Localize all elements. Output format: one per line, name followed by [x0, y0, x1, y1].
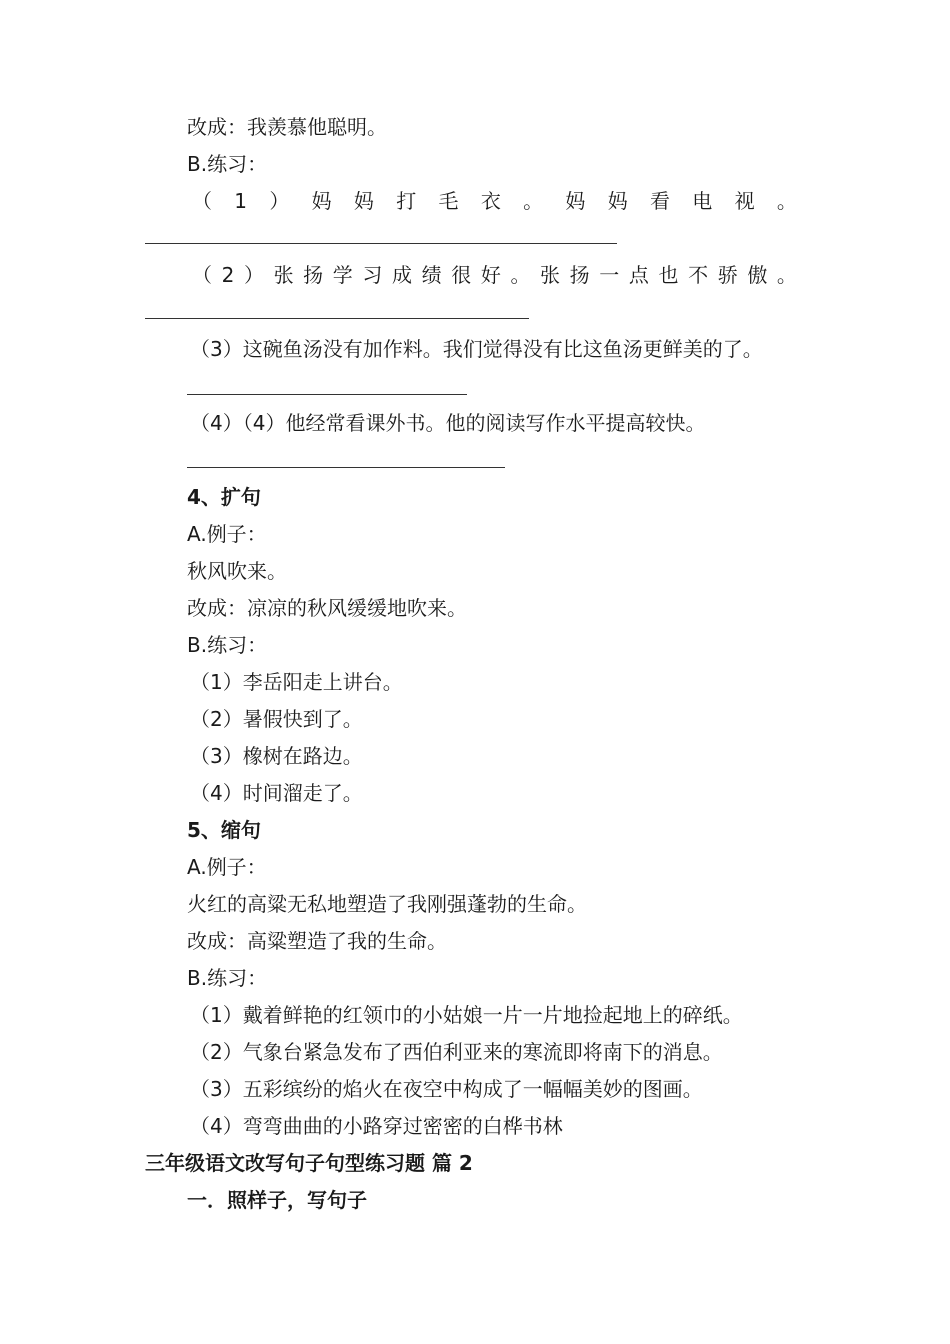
char: 妈: [565, 189, 586, 213]
char: 骄: [717, 263, 738, 287]
blank-line: [145, 243, 617, 244]
char: 打: [396, 189, 417, 213]
char: ）: [269, 189, 290, 213]
exercise-2: [192, 262, 797, 288]
blank-line: [187, 467, 505, 468]
char: 妈: [353, 189, 374, 213]
practice-item: （4）弯弯曲曲的小路穿过密密的白桦书林: [190, 1114, 563, 1138]
example-sentence: 火红的高粱无私地塑造了我刚强蓬勃的生命。: [187, 892, 587, 916]
practice-label: B.练习：: [187, 966, 268, 990]
char: 张: [540, 263, 561, 287]
practice-item: （3）橡树在路边。: [190, 744, 363, 768]
practice-item: （2）气象台紧急发布了西伯利亚来的寒流即将南下的消息。: [190, 1040, 723, 1064]
sub-title: 一．照样子，写句子: [187, 1188, 367, 1212]
blank-line: [145, 318, 529, 319]
example-answer: 改成：高粱塑造了我的生命。: [187, 929, 447, 953]
practice-item: （3）五彩缤纷的焰火在夜空中构成了一幅幅美妙的图画。: [190, 1077, 703, 1101]
char: 傲: [747, 263, 768, 287]
section-title: 三年级语文改写句子句型练习题 篇 2: [145, 1151, 473, 1175]
char: （: [192, 189, 212, 213]
char: 也: [658, 263, 679, 287]
char: 。: [523, 189, 544, 213]
char: 绩: [421, 263, 442, 287]
practice-label: B.练习：: [187, 633, 268, 657]
char: 好: [480, 263, 501, 287]
example-sentence: 秋风吹来。: [187, 559, 287, 583]
char: 毛: [438, 189, 459, 213]
example-label: A.例子：: [187, 522, 267, 546]
char: 1: [234, 189, 248, 213]
char: 扬: [569, 263, 590, 287]
char: 很: [451, 263, 472, 287]
char: 2: [221, 263, 235, 287]
char: 一: [599, 263, 620, 287]
practice-label: B.练习：: [187, 152, 268, 176]
char: 张: [273, 263, 294, 287]
exercise-4: （4）（4）他经常看课外书。他的阅读写作水平提高较快。: [190, 411, 706, 435]
char: 妈: [311, 189, 332, 213]
char: 成: [392, 263, 412, 287]
char: 点: [628, 263, 649, 287]
char: 。: [510, 263, 531, 287]
char: 看: [650, 189, 670, 213]
practice-item: （1）戴着鲜艳的红领巾的小姑娘一片一片地捡起地上的碎纸。: [190, 1003, 743, 1027]
char: 学: [332, 263, 353, 287]
char: ）: [243, 263, 264, 287]
practice-item: （2）暑假快到了。: [190, 707, 363, 731]
heading-4: 4、扩句: [187, 485, 261, 509]
char: 视: [734, 189, 755, 213]
char: 不: [688, 263, 709, 287]
answer-line: 改成：我羡慕他聪明。: [187, 115, 387, 139]
exercise-3: （3）这碗鱼汤没有加作料。我们觉得没有比这鱼汤更鲜美的了。: [190, 337, 763, 361]
char: 电: [692, 189, 713, 213]
char: 。: [776, 189, 797, 213]
char: （: [192, 263, 212, 287]
char: 扬: [303, 263, 324, 287]
char: 妈: [607, 189, 628, 213]
practice-item: （4）时间溜走了。: [190, 781, 363, 805]
practice-item: （1）李岳阳走上讲台。: [190, 670, 403, 694]
example-answer: 改成：凉凉的秋风缓缓地吹来。: [187, 596, 467, 620]
char: 衣: [480, 189, 501, 213]
example-label: A.例子：: [187, 855, 267, 879]
heading-5: 5、缩句: [187, 818, 261, 842]
blank-line: [187, 394, 467, 395]
char: 。: [776, 263, 797, 287]
exercise-1: [192, 188, 797, 214]
char: 习: [362, 263, 383, 287]
